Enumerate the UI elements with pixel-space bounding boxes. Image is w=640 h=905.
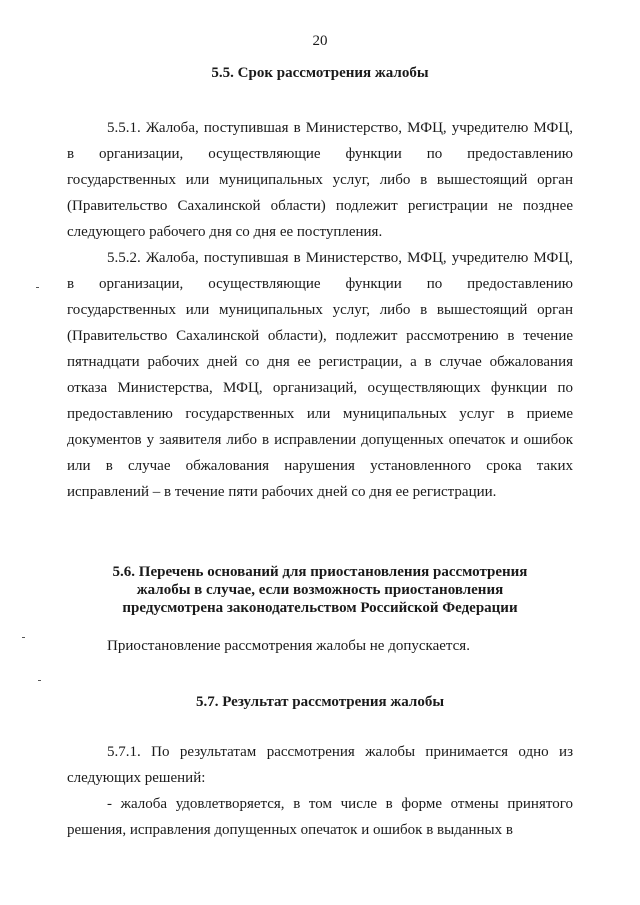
section-heading-5-6-line-2: жалобы в случае, если возможность приостановления	[136, 582, 504, 598]
section-heading-5-6-line-3: предусмотрена законодательством Российской Федерации	[122, 600, 518, 616]
paragraph-5-7-1-item: - жалоба удовлетворяется, в том числе в форме отмены принятого решения, исправления допущенных опечаток и ошибок в выданных в	[67, 796, 573, 838]
scan-speck	[22, 637, 25, 638]
paragraph-5-6: Приостановление рассмотрения жалобы не допускается.	[107, 638, 470, 654]
page-number: 20	[312, 33, 328, 49]
paragraph-5-5-2: 5.5.2. Жалоба, поступившая в Министерство, МФЦ, учредителю МФЦ, в организации, осуществляющие функции по предоставлению государственных или муниципальных услуг, либо в вышестоящий орган (Правительство Сахалинской области), подлежит рассмотрению в течение пятнадцати рабочих дней со дня ее регистрации, а в случае обжалования отказа Министерства, МФЦ, организаций, осуществляющих функции по предоставлению государственных или муниципальных услуг в приеме документов у заявителя либо в исправлении допущенных опечаток и ошибок или в случае обжалования нарушения установленного срока таких исправлений – в течение пяти рабочих дней со дня ее регистрации.	[67, 250, 573, 500]
scan-speck	[38, 680, 41, 681]
scan-speck	[36, 287, 39, 288]
paragraph-5-7-1: 5.7.1. По результатам рассмотрения жалобы принимается одно из следующих решений:	[67, 744, 573, 786]
section-heading-5-6-line-1: 5.6. Перечень оснований для приостановления рассмотрения	[112, 564, 528, 580]
paragraph-5-5-1: 5.5.1. Жалоба, поступившая в Министерство, МФЦ, учредителю МФЦ, в организации, осуществляющие функции по предоставлению государственных или муниципальных услуг, либо в вышестоящий орган (Правительство Сахалинской области) подлежит регистрации не позднее следующего рабочего дня со дня ее поступления.	[67, 120, 573, 240]
section-heading-5-7: 5.7. Результат рассмотрения жалобы	[195, 694, 445, 710]
section-heading-5-5: 5.5. Срок рассмотрения жалобы	[211, 65, 429, 81]
